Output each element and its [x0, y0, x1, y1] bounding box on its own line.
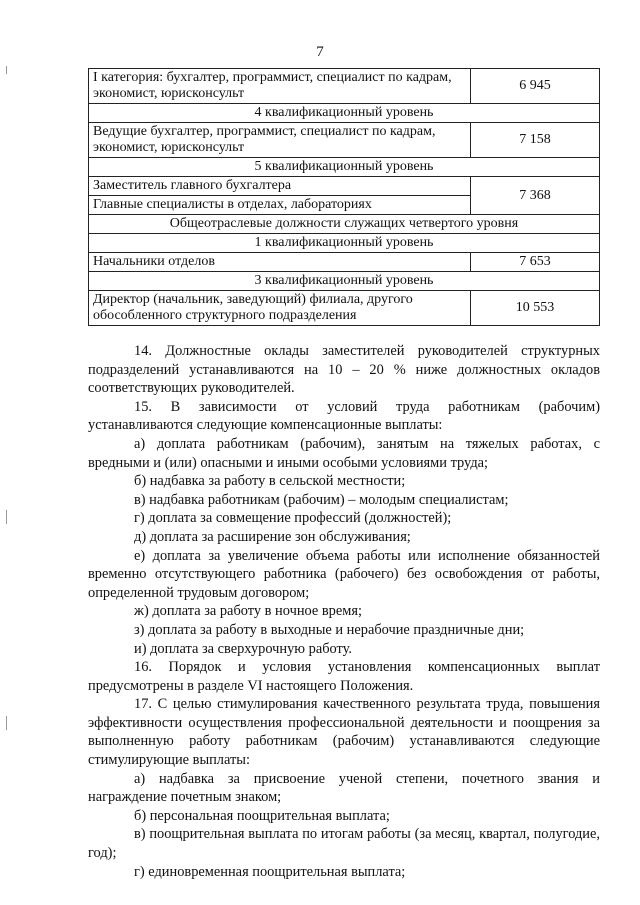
paragraph: а) надбавка за присвоение ученой степени, почетного звания и награждение почетным знаком;	[88, 770, 600, 806]
table-row	[89, 69, 600, 104]
paragraph: б) персональная поощрительная выплата;	[134, 807, 390, 824]
table-row	[89, 215, 600, 234]
table-row	[89, 272, 600, 291]
table-row	[89, 177, 600, 196]
paragraph: 16. Порядок и условия установления компенсационных выплат предусмотрены в разделе VI настоящего Положения.	[88, 659, 600, 694]
qualification-level-header: 4 квалификационный уровень	[89, 104, 600, 123]
position-cell: I категория: бухгалтер, программист, специалист по кадрам, экономист, юрисконсульт	[89, 69, 471, 104]
qualification-level-header: Общеотраслевые должности служащих четвертого уровня	[89, 215, 600, 234]
position-cell: Главные специалисты в отделах, лабораториях	[89, 196, 471, 215]
table-row	[89, 234, 600, 253]
body-text	[88, 342, 600, 881]
page-number: 7	[316, 44, 324, 60]
scan-mark	[6, 510, 7, 524]
qualification-level-header: 5 квалификационный уровень	[89, 158, 600, 177]
paragraph: 15. В зависимости от условий труда работникам (рабочим) устанавливаются следующие компенсационные выплаты:	[88, 398, 600, 434]
position-cell: Начальники отделов	[89, 253, 471, 272]
paragraph: д) доплата за расширение зон обслуживания;	[134, 528, 411, 545]
salary-cell: 6 945	[471, 69, 600, 104]
salary-cell: 10 553	[471, 291, 600, 326]
paragraph: 14. Должностные оклады заместителей руководителей структурных подразделений устанавливаются на 10 – 20 % ниже должностных окладов соответствующих руководителей.	[88, 343, 600, 397]
position-cell: Ведущие бухгалтер, программист, специалист по кадрам, экономист, юрисконсульт	[89, 123, 471, 158]
salary-cell: 7 653	[471, 253, 600, 272]
paragraph: г) единовременная поощрительная выплата;	[134, 863, 406, 880]
scan-mark	[6, 66, 7, 74]
paragraph: ж) доплата за работу в ночное время;	[134, 603, 362, 620]
salary-cell: 7 158	[471, 123, 600, 158]
paragraph: в) поощрительная выплата по итогам работы (за месяц, квартал, полугодие, год);	[88, 826, 600, 862]
qualification-level-header: 3 квалификационный уровень	[89, 272, 600, 291]
paragraph: а) доплата работникам (рабочим), занятым на тяжелых работах, с вредными и (или) опасными и иными особыми условиями труда;	[88, 435, 600, 471]
paragraph: б) надбавка за работу в сельской местности;	[134, 473, 406, 490]
qualification-level-header: 1 квалификационный уровень	[89, 234, 600, 253]
table-row	[89, 104, 600, 123]
paragraph: 17. С целью стимулирования качественного результата труда, повышения эффективности осуществления профессиональной деятельности и поощрения за выполненную работу работникам (рабочим) устанавливаются следующие стимулирующие выплаты:	[88, 696, 600, 769]
paragraph: г) доплата за совмещение профессий (должностей);	[134, 510, 452, 527]
position-cell: Заместитель главного бухгалтера	[89, 177, 471, 196]
scan-mark	[6, 716, 7, 730]
paragraph: в) надбавка работникам (рабочим) – молодым специалистам;	[134, 491, 509, 508]
paragraph: з) доплата за работу в выходные и нерабочие праздничные дни;	[134, 621, 525, 638]
table-row	[89, 291, 600, 326]
position-cell: Директор (начальник, заведующий) филиала, другого обособленного структурного подразделения	[89, 291, 471, 326]
table-row	[89, 123, 600, 158]
table-row	[89, 253, 600, 272]
salary-cell: 7 368	[471, 177, 600, 215]
salary-table	[88, 68, 600, 326]
paragraph: е) доплата за увеличение объема работы или исполнение обязанностей временно отсутствующего работника (рабочего) без освобождения от работы, определенной трудовым договором;	[88, 547, 600, 601]
paragraph: и) доплата за сверхурочную работу.	[134, 640, 353, 657]
table-row	[89, 158, 600, 177]
